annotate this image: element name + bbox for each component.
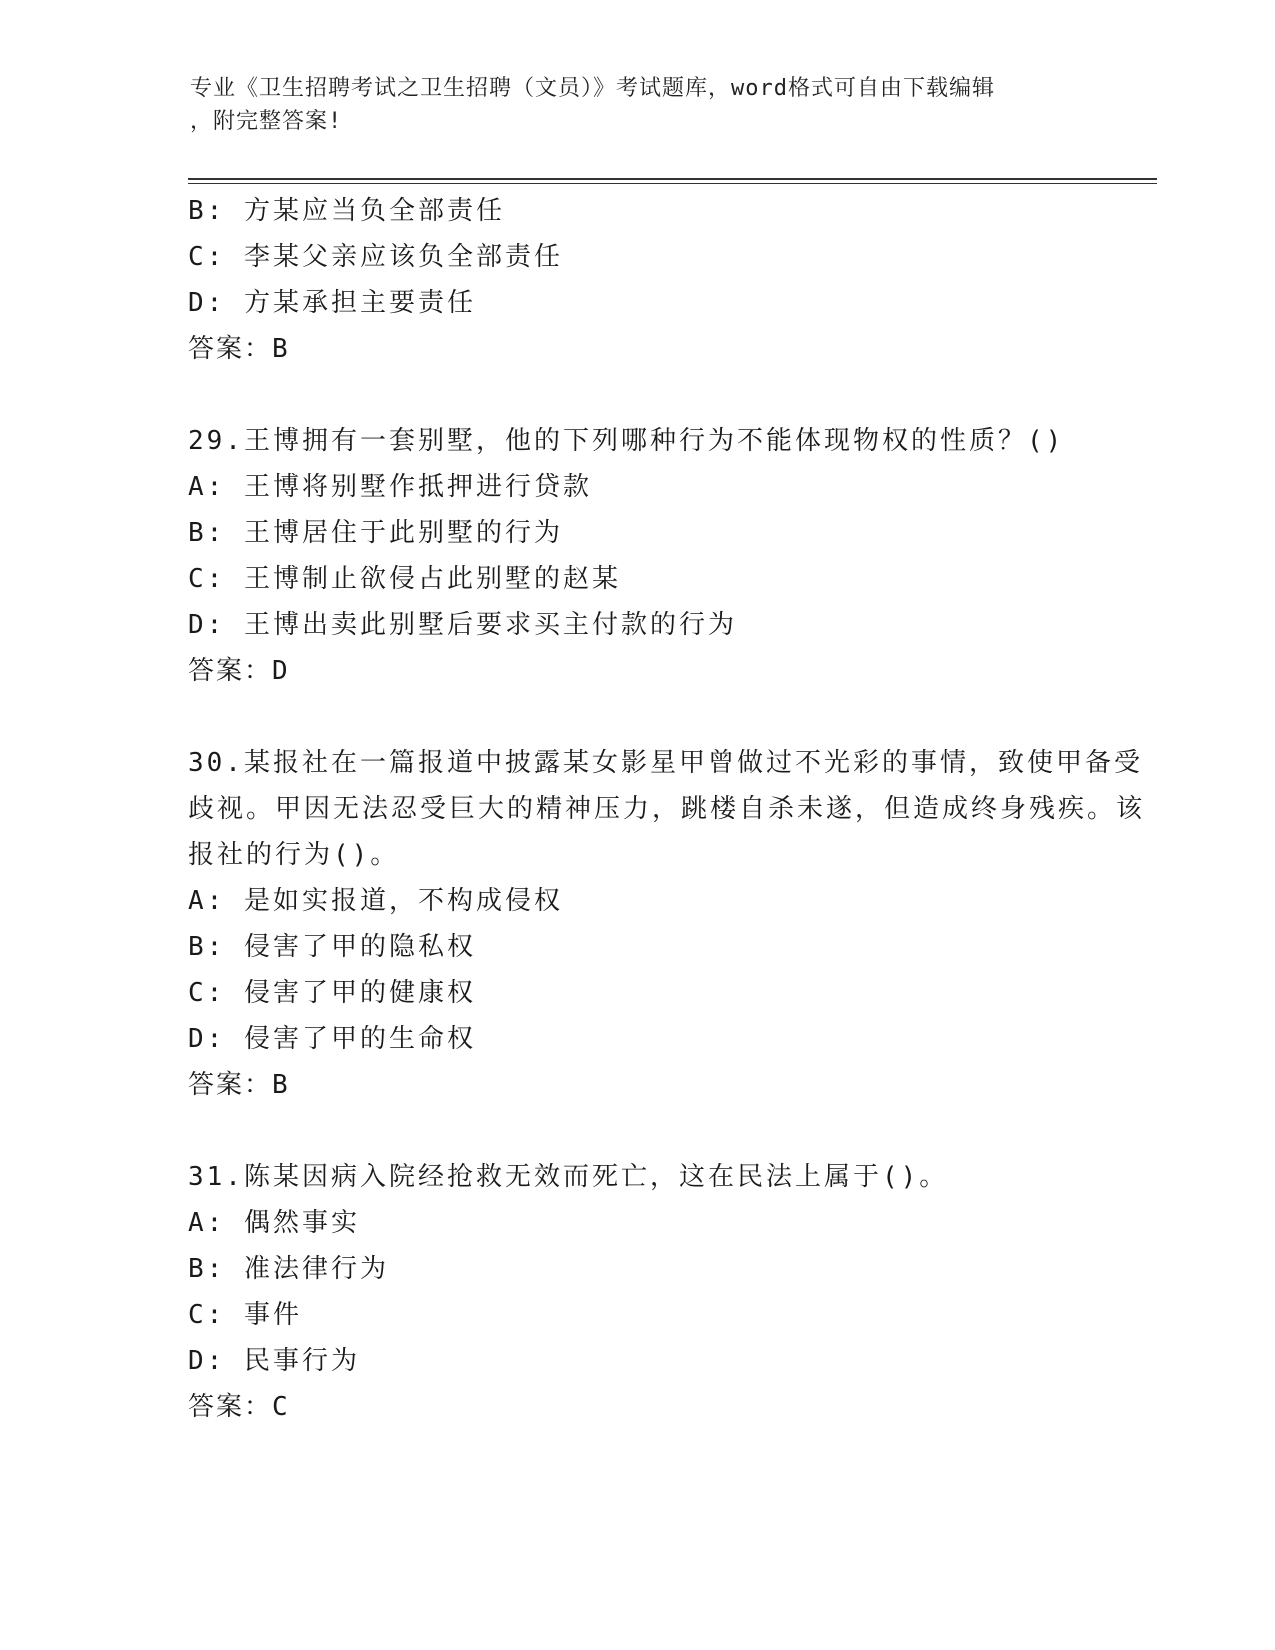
option-c: [188, 1292, 1148, 1338]
option-b: [188, 1246, 1148, 1292]
header-divider: [188, 178, 1157, 184]
option-d: [188, 1338, 1148, 1384]
option-b: [188, 510, 1148, 556]
option-text: 偶然事实: [243, 1208, 360, 1238]
option-d: [188, 1016, 1148, 1062]
page-header: [190, 72, 1090, 138]
option-text: 侵害了甲的健康权: [243, 978, 476, 1008]
option-key: D:: [188, 1024, 226, 1054]
header-line-1: 专业《卫生招聘考试之卫生招聘（文员）》考试题库，word格式可自由下载编辑: [190, 76, 995, 101]
option-key: A:: [188, 1208, 226, 1238]
option-key: C:: [188, 242, 226, 272]
question-stem: 29.王博拥有一套别墅，他的下列哪种行为不能体现物权的性质？(): [188, 426, 1065, 456]
answer-line: 答案：B: [188, 1070, 290, 1100]
question-31: [188, 1154, 1148, 1430]
question-continued: [188, 188, 1148, 372]
option-b: [188, 188, 1148, 234]
option-text: 王博居住于此别墅的行为: [243, 518, 563, 548]
option-key: B:: [188, 518, 226, 548]
option-text: 侵害了甲的生命权: [243, 1024, 476, 1054]
option-key: C:: [188, 564, 226, 594]
answer-line: 答案：C: [188, 1392, 290, 1422]
option-key: A:: [188, 472, 226, 502]
document-body: [188, 188, 1148, 1430]
option-b: [188, 924, 1148, 970]
option-text: 事件: [243, 1300, 302, 1330]
option-text: 准法律行为: [243, 1254, 389, 1284]
option-a: [188, 464, 1148, 510]
option-text: 是如实报道，不构成侵权: [243, 886, 563, 916]
option-key: B:: [188, 932, 226, 962]
option-c: [188, 234, 1148, 280]
option-d: [188, 280, 1148, 326]
option-key: D:: [188, 1346, 226, 1376]
option-key: B:: [188, 196, 226, 226]
option-text: 王博制止欲侵占此别墅的赵某: [243, 564, 621, 594]
answer-line: 答案：D: [188, 656, 290, 686]
option-a: [188, 878, 1148, 924]
option-key: C:: [188, 978, 226, 1008]
option-key: C:: [188, 1300, 226, 1330]
option-text: 方某承担主要责任: [243, 288, 476, 318]
option-text: 李某父亲应该负全部责任: [243, 242, 563, 272]
question-30: [188, 740, 1148, 1108]
answer-line: 答案：B: [188, 334, 290, 364]
option-text: 方某应当负全部责任: [243, 196, 505, 226]
option-d: [188, 602, 1148, 648]
option-key: B:: [188, 1254, 226, 1284]
option-key: A:: [188, 886, 226, 916]
question-29: [188, 418, 1148, 694]
option-key: D:: [188, 288, 226, 318]
option-a: [188, 1200, 1148, 1246]
option-text: 侵害了甲的隐私权: [243, 932, 476, 962]
option-c: [188, 970, 1148, 1016]
option-text: 民事行为: [243, 1346, 360, 1376]
option-text: 王博出卖此别墅后要求买主付款的行为: [243, 610, 737, 640]
question-stem: 31.陈某因病入院经抢救无效而死亡，这在民法上属于()。: [188, 1162, 949, 1192]
option-c: [188, 556, 1148, 602]
header-line-2: ，附完整答案!: [190, 109, 343, 134]
option-text: 王博将别墅作抵押进行贷款: [243, 472, 592, 502]
option-key: D:: [188, 610, 226, 640]
question-stem: 30.某报社在一篇报道中披露某女影星甲曾做过不光彩的事情，致使甲备受歧视。甲因无法忍受巨大的精神压力，跳楼自杀未遂，但造成终身残疾。该报社的行为()。: [188, 748, 1146, 870]
